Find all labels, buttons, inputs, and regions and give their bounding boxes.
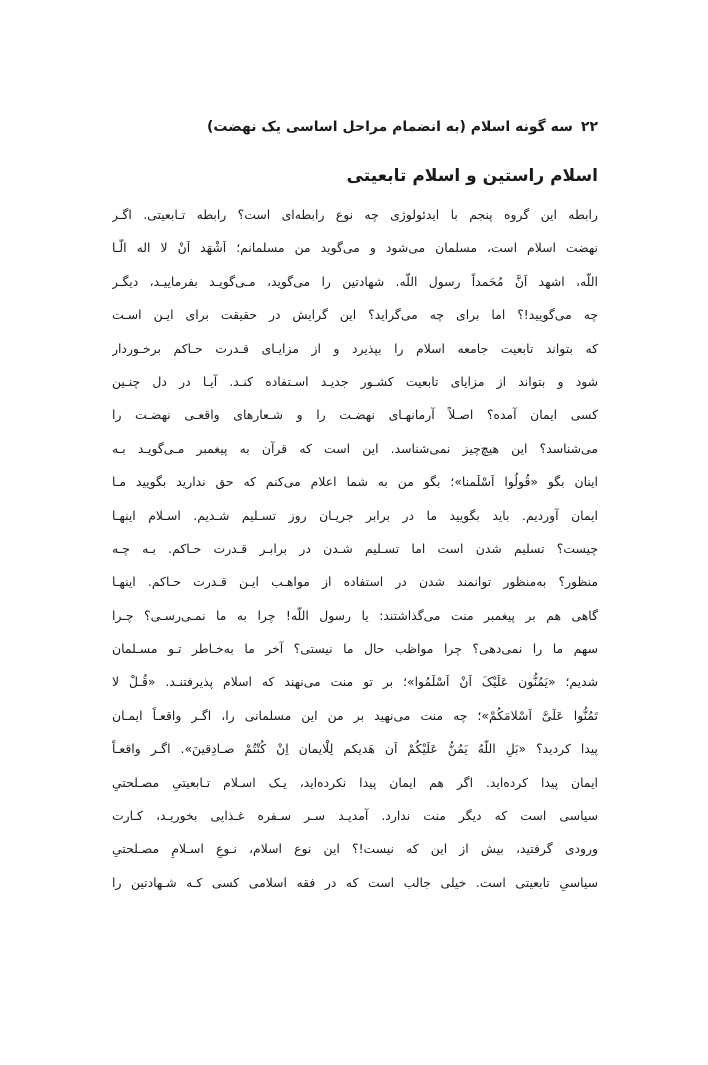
book-page [112, 112, 598, 972]
text-line: شود و بتواند از مزایای تابعیت کشـور جدیـد اسـتفاده کنـد. آیـا در دل چنـین [112, 373, 598, 389]
body-paragraph [112, 198, 598, 899]
text-line: تَمُنُّوا عَلَیَّ اَسْلامَکُمْ»؛ چه منت می‌نهید بر من این مسلمانی را، اگـر واقعـاً ایمـان [112, 707, 598, 723]
text-line: ایمان آوردیم. باید بگویید ما در برابر جریـان روز تسـلیم شـدیم. اسـلام اینهـا [112, 507, 598, 523]
text-line: چیست؟ تسلیم شدن است اما تسـلیم شـدن در برابـر قـدرت حـاکم. بـه چـه [112, 540, 598, 556]
text-line: منظور؟ به‌منظور توانمند شدن در استفاده از مواهـب ایـن قـدرت حـاکم. اینهـا [112, 574, 598, 590]
text-line: رابطه این گروه پنجم با ایدئولوژی چه نوع رابطه‌ای است؟ رابطه تـابعیتی. اگـر [112, 207, 598, 222]
text-line: می‌شناسد؟ این هیچ‌چیز نمی‌شناسد. این است که قرآن به پیغمبر مـی‌گویـد بـه [112, 440, 598, 456]
text-line: اینان بگو «قُولُوا اَسْلَمنا»؛ بگو من به شما اعلام می‌کنم که حق ندارید بگویید مـا [112, 474, 598, 490]
book-title: سه گونه اسلام (به انضمام مراحل اساسی یک نهضت) [207, 119, 573, 135]
text-line: که بتواند تابعیت جامعه اسلام را بپذیرد و از مزایـای قـدرت حـاکم برخـوردار [112, 340, 598, 356]
page-number: ۲۲ [580, 119, 598, 135]
running-header [112, 112, 598, 142]
text-line: کسی ایمان آمده؟ اصـلاً آرمانهـای نهضـت را و شـعارهای واقعـی نهضـت را [112, 407, 598, 423]
text-line: نهضت اسلام است، مسلمان می‌شود و می‌گوید من مسلمانم؛ اَشْهَد اَنْ لا اله الّـا [112, 240, 598, 256]
text-line: سیاسیِ تابعیتی است. خیلی جالب است که در فقه اسلامی کسی کـه شـهادتین را [112, 874, 598, 890]
text-line: اللّه، اشهد اَنَّ مُحَمداً رسول اللّه. شهادتین را می‌گوید، مـی‌گویـد بفرماییـد، دیگـر [112, 273, 598, 289]
section-title: اسلام راستین و اسلام تابعیتی [346, 166, 598, 186]
text-line: پیدا کردید؟ «بَلِ اللّهُ یَمُنُّ عَلَیْکُمْ اَن هَدیکم لِلْایمان اِنْ کُنْتُمْ صـادِقینَ». اگـر واقعـاً [112, 741, 598, 757]
text-line: ایمان پیدا کرده‌اید. اگر هم ایمان پیدا نکرده‌اید، یـک اسـلام تـابعیتیِ مصـلحتیِ [112, 774, 598, 790]
text-line: چه می‌گویید!؟ اما برای چه می‌گراید؟ این گرایش در حقیقت برای ایـن اسـت [112, 307, 598, 323]
text-line: سیاسی است که دیگر منت ندارد. آمدیـد سـر سـفره غـذایی بخوریـد، کـارت [112, 808, 598, 824]
text-line: شدیم؛ «یَمُنُّون عَلَیْکَ اَنْ اَسْلَمُوا»؛ بر تو منت می‌نهند که اسلام پذیرفتنـد. «قُـلْ لا [112, 674, 598, 690]
text-line: سهم ما را نمی‌دهی؟ چرا مواظب حال ما نیستی؟ آخر ما به‌خـاطر تـو مسـلمان [112, 641, 598, 657]
text-line: ورودی گرفتید، بیش از این که نیست!؟ این نوع اسلام، نـوعِ اسـلامِ مصـلحتیِ [112, 841, 598, 857]
text-line: گاهی هم بر پیغمبر منت می‌گذاشتند: یا رسول اللّه! چرا به ما نمـی‌رسـی؟ چـرا [112, 607, 598, 623]
